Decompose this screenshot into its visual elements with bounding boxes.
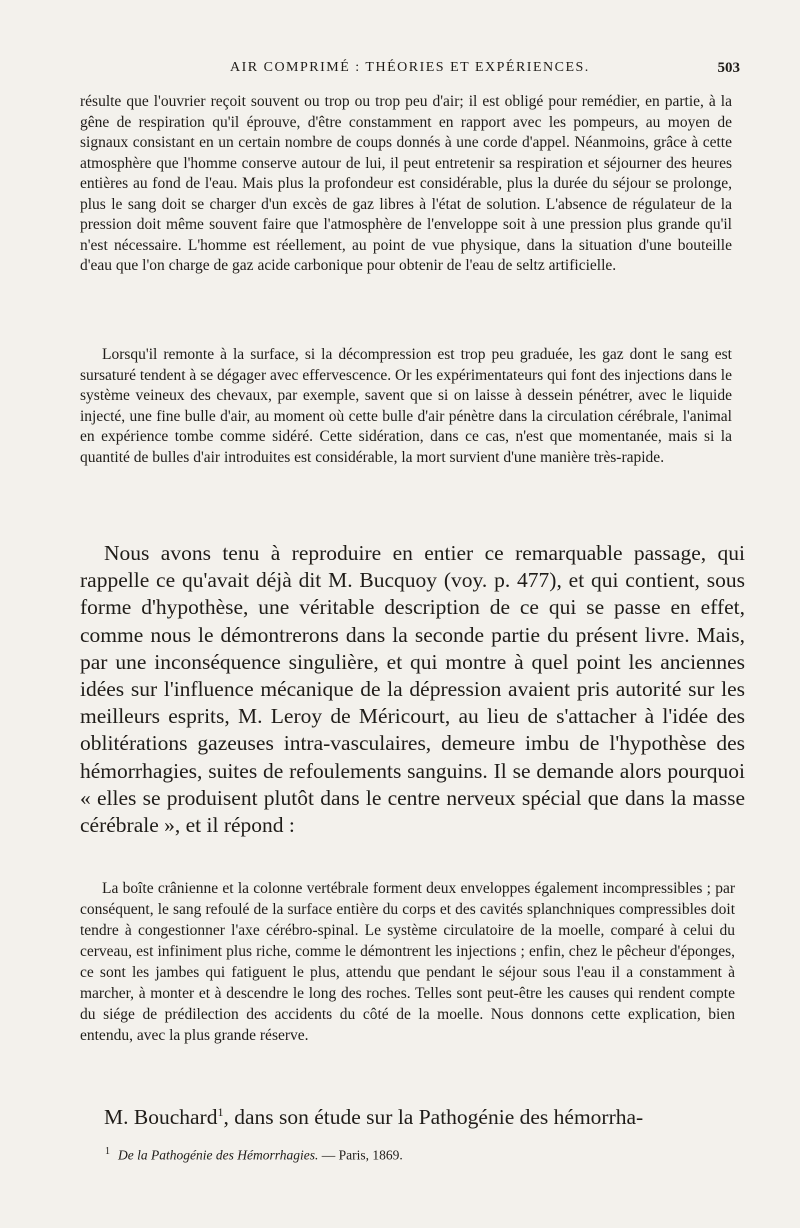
footnote-rest: — Paris, 1869. [318, 1147, 403, 1163]
closing-text-rest: , dans son étude sur la Pathogénie des hémorrha- [223, 1105, 644, 1129]
footnote-title: De la Pathogénie des Hémorrhagies. [118, 1147, 319, 1163]
quoted-paragraph-1: résulte que l'ouvrier reçoit souvent ou trop ou trop peu d'air; il est obligé pour remédier, en partie, à la gêne de respiration qu'il éprouve, d'être constamment en rapport avec les pompeurs, au moyen de signaux consistant en un certain nombre de coups donnés à une corde d'appel. Néanmoins, grâce à cette atmosphère que l'homme conserve autour de lui, il peut entretenir sa respiration et séjourner des heures entières au fond de l'eau. Mais plus la profondeur est considérable, plus la durée du séjour se prolonge, plus le sang doit se charger d'un excès de gaz libres à l'état de solution. L'absence de régulateur de la pression doit même souvent faire que l'atmosphère de l'enveloppe soit à une pression plus grande qu'il n'est nécessaire. L'homme est réellement, au point de vue physique, dans la situation d'une bouteille d'eau que l'on charge de gaz acide carbonique pour obtenir de l'eau de seltz artificielle. [80, 93, 732, 274]
running-title: AIR COMPRIMÉ : THÉORIES ET EXPÉRIENCES. [230, 60, 590, 75]
closing-text-start: M. Bouchard [104, 1105, 218, 1129]
footnote [105, 1146, 403, 1164]
closing-paragraph [80, 1104, 745, 1131]
page-header [80, 60, 740, 82]
footnote-mark: 1 [105, 1146, 110, 1157]
quoted-paragraph-3: La boîte crânienne et la colonne vertébrale forment deux enveloppes également incompressibles ; par conséquent, le sang refoulé de la surface entière du corps et des cavités splanchniques compressibles doit tendre à congestionner l'axe cérébro-spinal. Le système circulatoire de la moelle, comparé à celui du cerveau, est infiniment plus riche, comme le démontrent les injections ; enfin, chez le pêcheur d'éponges, ce sont les jambes qui fatiguent le plus, attendu que pendant le séjour sous l'eau il a constamment à marcher, à monter et à descendre le long des roches. Telles sont peut-être les causes qui rendent compte du siége de prédilection des accidents du côté de la moelle. Nous donnons cette explication, bien entendu, avec la plus grande réserve. [80, 880, 735, 1044]
quoted-paragraph-2: Lorsqu'il remonte à la surface, si la décompression est trop peu graduée, les gaz dont le sang est sursaturé tendent à se dégager avec effervescence. Or les expérimentateurs qui font des injections dans le système veineux des chevaux, par exemple, savent que si on laisse à dessein pénétrer, avec le liquide injecté, une fine bulle d'air, au moment où cette bulle d'air pénètre dans la circulation cérébrale, l'animal en expérience tombe comme sidéré. Cette sidération, dans ce cas, n'est que momentanée, mais si la quantité de bulles d'air introduites est considérable, la mort survient d'une manière très-rapide. [80, 346, 732, 466]
main-paragraph: Nous avons tenu à reproduire en entier ce remarquable passage, qui rappelle ce qu'avait déjà dit M. Bucquoy (voy. p. 477), et qui contient, sous forme d'hypothèse, une véritable description de ce qui se passe en effet, comme nous le démontrerons dans la seconde partie du présent livre. Mais, par une inconséquence singulière, et qui montre à quel point les anciennes idées sur l'influence mécanique de la dépression avaient pris autorité sur les meilleurs esprits, M. Leroy de Méricourt, au lieu de s'attacher à l'idée des oblitérations gazeuses intra-vasculaires, demeure imbu de l'hypothèse des hémorrhagies, suites de refoulements sanguins. Il se demande alors pourquoi « elles se produisent plutôt dans le centre nerveux spécial que dans la masse cérébrale », et il répond : [80, 541, 745, 838]
page-number: 503 [717, 60, 740, 76]
footnote-reference[interactable]: 1 [217, 1104, 224, 1119]
